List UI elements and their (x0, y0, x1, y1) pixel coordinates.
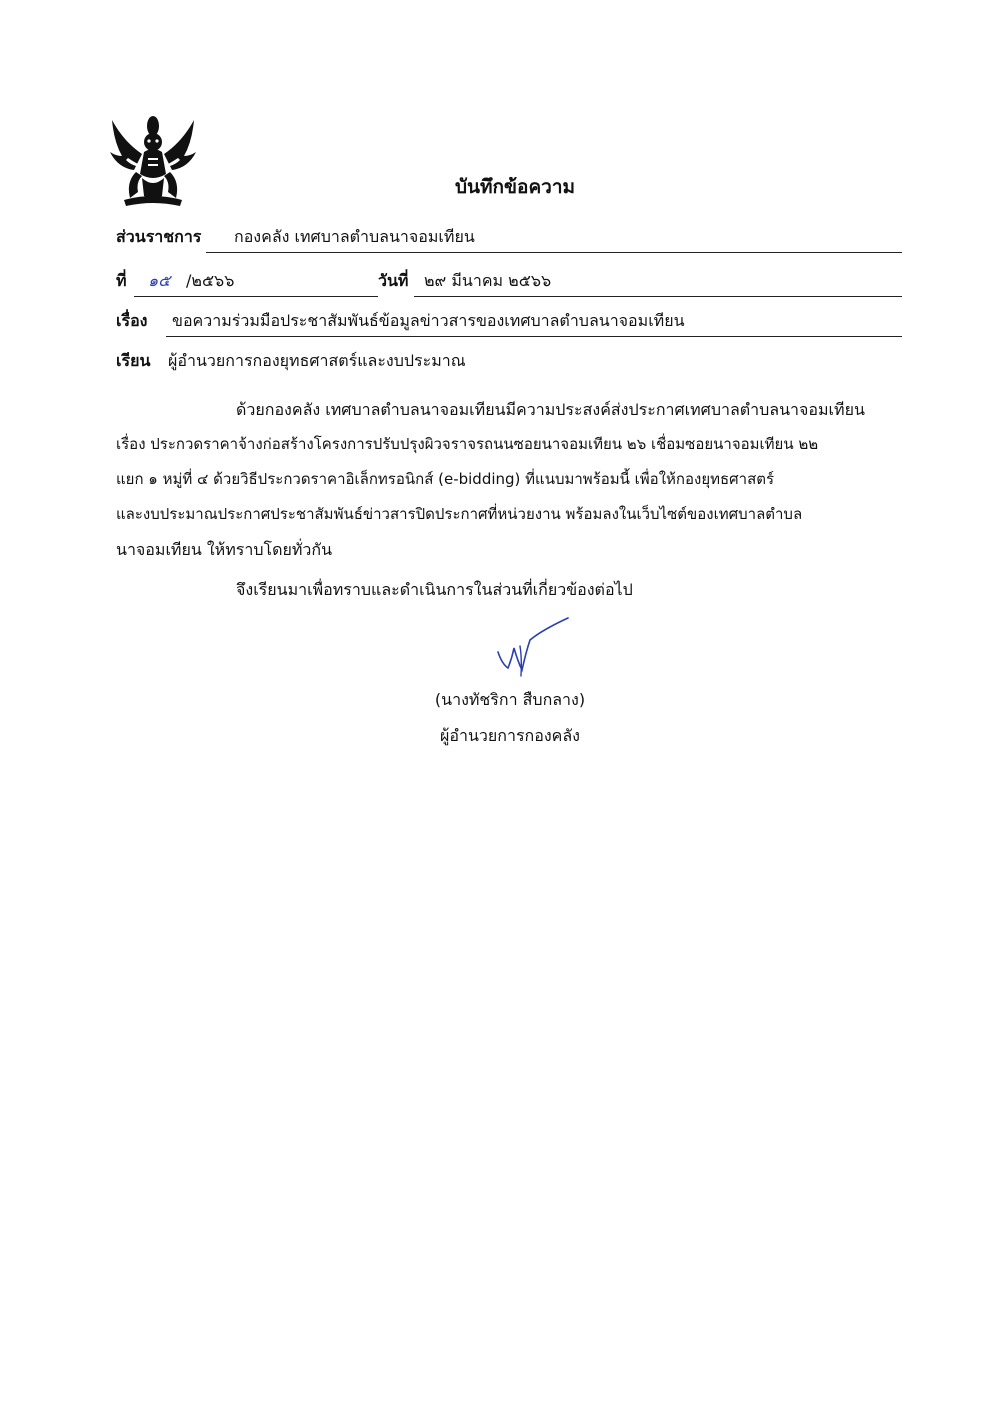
signer-name: (นางทัชริกา สืบกลาง) (434, 690, 586, 709)
agency-label: ส่วนราชการ (116, 227, 202, 246)
number-year: /๒๕๖๖ (186, 271, 235, 290)
body-line: แยก ๑ หมู่ที่ ๔ ด้วยวิธีประกวดราคาอิเล็กทรอนิกส์ (e-bidding) ที่แนบมาพร้อมนี้ เพื่อให้กองยุทธศาสตร์ (116, 470, 775, 488)
recipient-label: เรียน (116, 351, 151, 370)
body-line: และงบประมาณประกาศประชาสัมพันธ์ข่าวสารปิดประกาศที่หน่วยงาน พร้อมลงในเว็บไซต์ของเทศบาลตำบล (116, 505, 803, 523)
body-line: ด้วยกองคลัง เทศบาลตำบลนาจอมเทียนมีความประสงค์ส่งประกาศเทศบาลตำบลนาจอมเทียน (236, 400, 865, 419)
handwritten-signature-icon (484, 612, 584, 682)
subject-label: เรื่อง (116, 311, 148, 330)
date-underline (414, 296, 902, 297)
recipient-value: ผู้อำนวยการกองยุทธศาสตร์และงบประมาณ (168, 351, 466, 370)
body-line: นาจอมเทียน ให้ทราบโดยทั่วกัน (116, 540, 333, 559)
signer-position: ผู้อำนวยการกองคลัง (440, 726, 580, 745)
agency-value: กองคลัง เทศบาลตำบลนาจอมเทียน (234, 227, 475, 246)
number-label: ที่ (116, 271, 127, 290)
agency-row (116, 226, 906, 256)
number-underline (134, 296, 378, 297)
date-value: ๒๙ มีนาคม ๒๕๖๖ (424, 271, 552, 290)
body-line: เรื่อง ประกวดราคาจ้างก่อสร้างโครงการปรับปรุงผิวจราจรถนนซอยนาจอมเทียน ๒๖ เชื่อมซอยนาจอมเทียน ๒๒ (116, 435, 819, 453)
number-date-row (116, 270, 906, 300)
agency-underline (206, 252, 902, 253)
memo-title: บันทึกข้อความ (454, 176, 576, 198)
subject-value: ขอความร่วมมือประชาสัมพันธ์ข้อมูลข่าวสารของเทศบาลตำบลนาจอมเทียน (172, 311, 685, 330)
number-handwritten: ๑๕ (148, 271, 171, 290)
date-label: วันที่ (378, 271, 409, 290)
recipient-row (116, 350, 906, 380)
garuda-emblem-icon (106, 112, 200, 212)
subject-underline (166, 336, 902, 337)
subject-row (116, 310, 906, 340)
closing-line: จึงเรียนมาเพื่อทราบและดำเนินการในส่วนที่เกี่ยวข้องต่อไป (236, 580, 633, 599)
